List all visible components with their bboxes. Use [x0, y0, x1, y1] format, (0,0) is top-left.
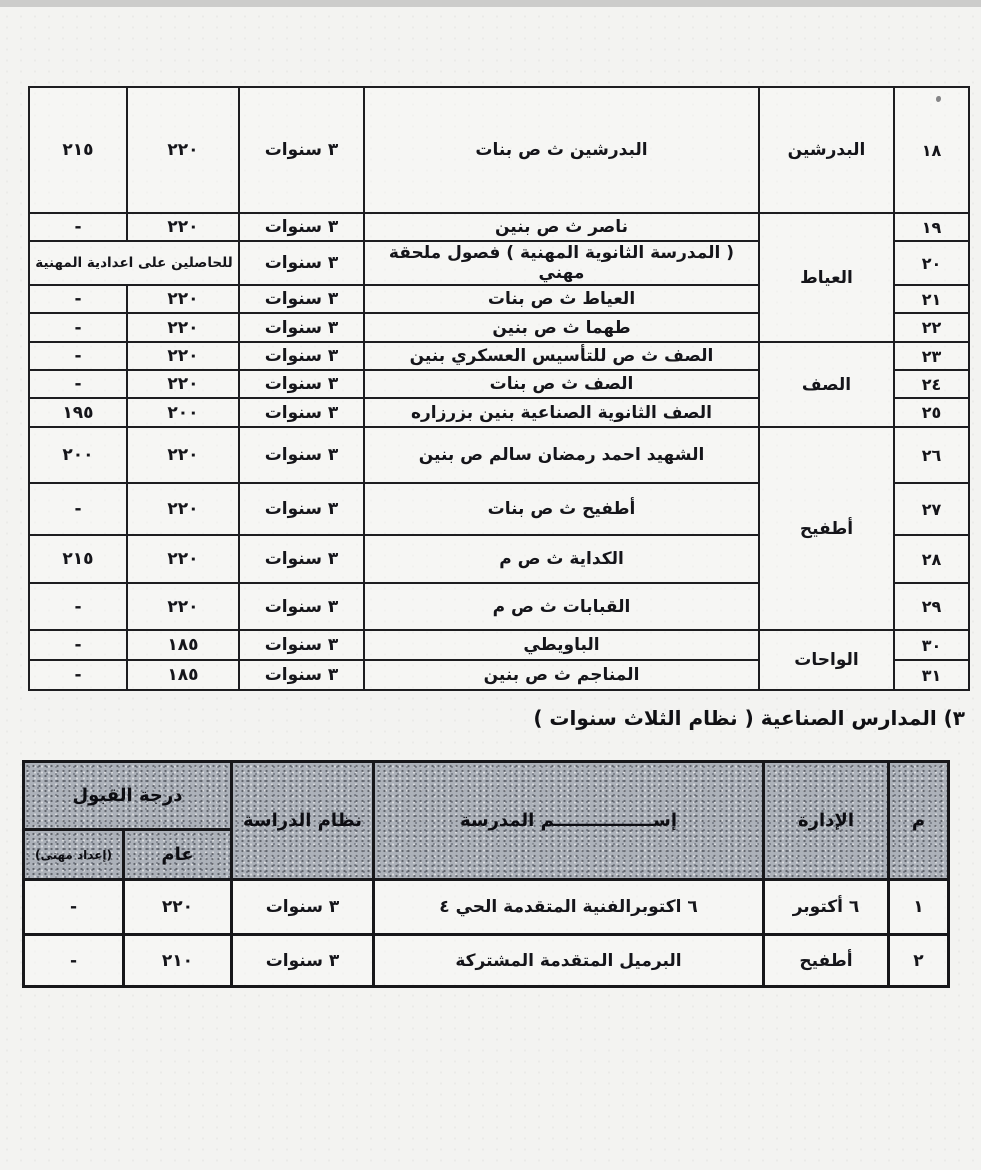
administration-cell: الواحات — [759, 630, 894, 690]
administration-cell: أطفيح — [759, 427, 894, 630]
vocational-score-cell: ٢١٥ — [29, 87, 127, 213]
school-name-cell: الكداية ث ص م — [364, 535, 759, 583]
school-name-cell: الباويطي — [364, 630, 759, 660]
vocational-score-cell: ٢١٥ — [29, 535, 127, 583]
school-name-cell: أطفيح ث ص بنات — [364, 483, 759, 535]
merged-score-note-cell: للحاصلين على اعدادية المهنية — [29, 241, 239, 285]
vocational-score-cell: ١٩٥ — [29, 398, 127, 427]
table-row — [29, 87, 969, 213]
general-score-cell: ٢٢٠ — [127, 535, 239, 583]
row-number-cell: ٣١ — [894, 660, 969, 690]
row-number-cell: ٢٤ — [894, 370, 969, 398]
table-row — [23, 935, 948, 987]
administration-cell: البدرشين — [759, 87, 894, 213]
header-study-system: نظام الدراسة — [232, 762, 374, 880]
study-system-cell: ٣ سنوات — [239, 583, 364, 630]
section-heading: ٣) المدارس الصناعية ( نظام الثلاث سنوات ) — [533, 706, 965, 730]
row-number-cell: ١ — [889, 880, 949, 935]
row-number-cell: ٢٥ — [894, 398, 969, 427]
school-name-cell: الصف ث ص بنات — [364, 370, 759, 398]
study-system-cell: ٣ سنوات — [239, 213, 364, 241]
industrial-schools-table — [22, 760, 950, 988]
study-system-cell: ٣ سنوات — [239, 660, 364, 690]
header-no: م — [889, 762, 949, 880]
vocational-score-cell: - — [29, 483, 127, 535]
study-system-cell: ٣ سنوات — [239, 630, 364, 660]
study-system-cell: ٣ سنوات — [239, 483, 364, 535]
vocational-score-cell: - — [29, 213, 127, 241]
vocational-score-cell: - — [29, 342, 127, 370]
general-score-cell: ٢٢٠ — [127, 213, 239, 241]
vocational-score-cell: ٢٠٠ — [29, 427, 127, 483]
school-name-cell: الصف الثانوية الصناعية بنين بزرزاره — [364, 398, 759, 427]
header-administration: الإدارة — [764, 762, 889, 880]
general-score-cell: ٢٢٠ — [124, 880, 232, 935]
table-row — [29, 630, 969, 660]
table-row — [23, 880, 948, 935]
school-name-cell: ناصر ث ص بنين — [364, 213, 759, 241]
vocational-score-cell: - — [29, 660, 127, 690]
study-system-cell: ٣ سنوات — [239, 285, 364, 313]
general-score-cell: ٢٢٠ — [127, 370, 239, 398]
vocational-score-cell: - — [29, 583, 127, 630]
table-row — [29, 427, 969, 483]
vocational-score-cell: - — [29, 313, 127, 342]
general-score-cell: ٢٢٠ — [127, 87, 239, 213]
general-score-cell: ١٨٥ — [127, 630, 239, 660]
row-number-cell: ٢٩ — [894, 583, 969, 630]
general-score-cell: ٢١٠ — [124, 935, 232, 987]
study-system-cell: ٣ سنوات — [239, 427, 364, 483]
school-name-cell: المناجم ث ص بنين — [364, 660, 759, 690]
school-name-cell: القبابات ث ص م — [364, 583, 759, 630]
study-system-cell: ٣ سنوات — [239, 370, 364, 398]
row-number-cell: ٢٠ — [894, 241, 969, 285]
school-name-cell: الشهيد احمد رمضان سالم ص بنين — [364, 427, 759, 483]
school-name-cell: ( المدرسة الثانوية المهنية ) فصول ملحقة مهني — [364, 241, 759, 285]
study-system-cell: ٣ سنوات — [232, 880, 374, 935]
school-name-cell: طهما ث ص بنين — [364, 313, 759, 342]
vocational-score-cell: - — [23, 935, 123, 987]
row-number-cell: ٢١ — [894, 285, 969, 313]
study-system-cell: ٣ سنوات — [239, 398, 364, 427]
school-name-cell: العياط ث ص بنات — [364, 285, 759, 313]
table-row — [29, 213, 969, 241]
general-score-cell: ٢٢٠ — [127, 313, 239, 342]
vocational-score-cell: - — [29, 285, 127, 313]
vocational-score-cell: - — [23, 880, 123, 935]
general-score-cell: ٢٢٠ — [127, 285, 239, 313]
row-number-cell: ٢ — [889, 935, 949, 987]
study-system-cell: ٣ سنوات — [239, 313, 364, 342]
study-system-cell: ٣ سنوات — [239, 535, 364, 583]
school-name-cell: البرميل المتقدمة المشتركة — [374, 935, 764, 987]
row-number-cell: ٢٨ — [894, 535, 969, 583]
general-score-cell: ٢٠٠ — [127, 398, 239, 427]
header-school-name: إســــــــــــــــم المدرسة — [374, 762, 764, 880]
administration-cell: الصف — [759, 342, 894, 427]
general-score-cell: ٢٢٠ — [127, 583, 239, 630]
general-score-cell: ٢٢٠ — [127, 342, 239, 370]
school-name-cell: البدرشين ث ص بنات — [364, 87, 759, 213]
row-number-cell: ٣٠ — [894, 630, 969, 660]
row-number-cell: ٢٢ — [894, 313, 969, 342]
header-vocational: (إعداد مهنى) — [23, 830, 123, 880]
study-system-cell: ٣ سنوات — [239, 87, 364, 213]
general-score-cell: ١٨٥ — [127, 660, 239, 690]
row-number-cell: ٢٦ — [894, 427, 969, 483]
study-system-cell: ٣ سنوات — [239, 342, 364, 370]
school-name-cell: ٦ اكتوبرالفنية المتقدمة الحي ٤ — [374, 880, 764, 935]
row-number-cell: ١٨ — [894, 87, 969, 213]
administration-cell: العياط — [759, 213, 894, 342]
header-row — [23, 762, 948, 830]
school-name-cell: الصف ث ص للتأسيس العسكري بنين — [364, 342, 759, 370]
scan-edge-strip — [0, 0, 981, 7]
general-score-cell: ٢٢٠ — [127, 427, 239, 483]
vocational-score-cell: - — [29, 630, 127, 660]
study-system-cell: ٣ سنوات — [232, 935, 374, 987]
schools-table-continuation — [28, 86, 970, 691]
table-row — [29, 342, 969, 370]
administration-cell: أطفيح — [764, 935, 889, 987]
header-general: عام — [124, 830, 232, 880]
administration-cell: ٦ أكتوبر — [764, 880, 889, 935]
row-number-cell: ٢٣ — [894, 342, 969, 370]
row-number-cell: ٢٧ — [894, 483, 969, 535]
vocational-score-cell: - — [29, 370, 127, 398]
general-score-cell: ٢٢٠ — [127, 483, 239, 535]
header-acceptance-score: درجة القبول — [23, 762, 231, 830]
row-number-cell: ١٩ — [894, 213, 969, 241]
study-system-cell: ٣ سنوات — [239, 241, 364, 285]
